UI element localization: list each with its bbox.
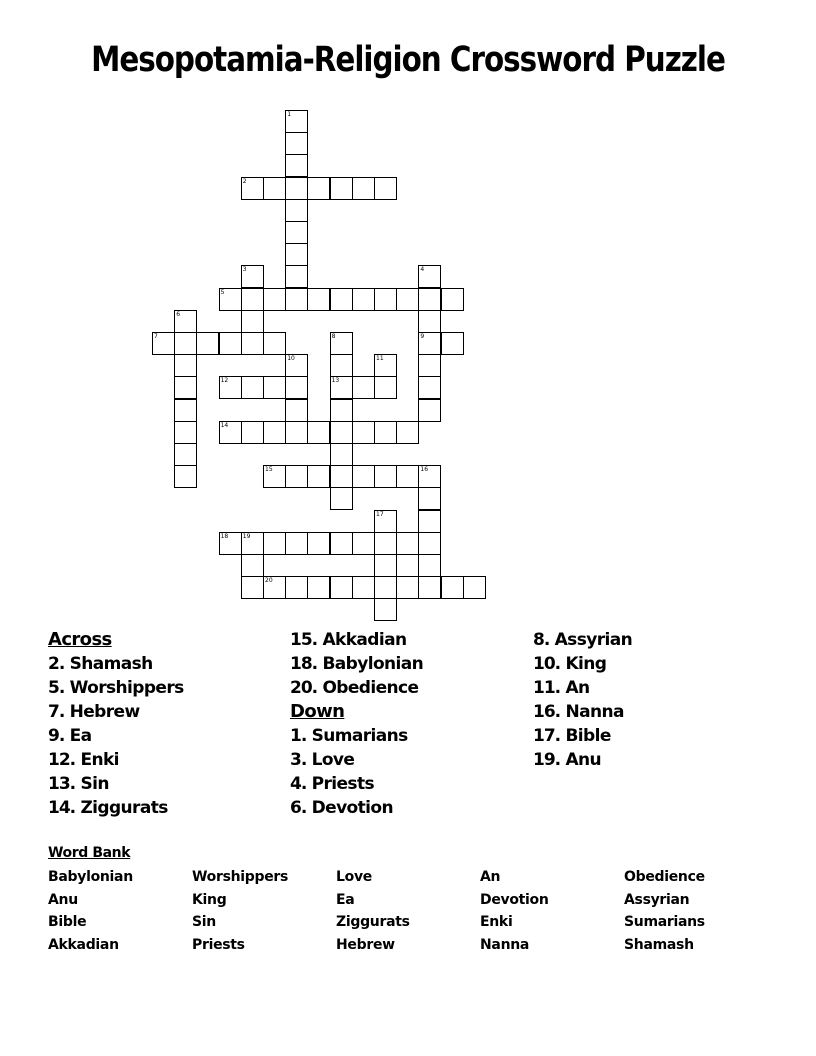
across-heading: Across [48,629,112,650]
word-bank-item: King [192,891,227,908]
word-bank-column-3 [336,866,410,956]
crossword-cell[interactable] [219,376,242,399]
crossword-cell[interactable] [330,576,353,599]
crossword-cell[interactable] [285,532,308,555]
word-bank-item: Bible [48,914,87,931]
crossword-cell[interactable] [330,399,353,422]
clue-number: 8 [331,333,336,340]
crossword-cell[interactable] [374,288,397,311]
crossword-cell[interactable] [263,421,286,444]
clue-number: 14 [220,421,229,429]
crossword-cell[interactable] [196,332,219,355]
clues-column-2 [290,628,423,820]
crossword-cell[interactable] [374,421,397,444]
crossword-cell[interactable] [352,288,375,311]
crossword-cell[interactable] [241,421,264,444]
word-bank-item: Ea [336,891,355,908]
clue-across-2: 2. Shamash [48,654,153,674]
crossword-cell[interactable] [418,310,441,333]
crossword-cell[interactable] [285,199,308,222]
word-bank-column-5 [624,866,705,956]
crossword-cell[interactable] [174,310,197,333]
crossword-cell[interactable] [241,177,264,200]
crossword-cell[interactable] [263,576,286,599]
crossword-cell[interactable] [241,288,264,311]
crossword-cell[interactable] [285,354,308,377]
crossword-cell[interactable] [285,243,308,266]
crossword-cell[interactable] [263,288,286,311]
crossword-cell[interactable] [352,532,375,555]
down-heading: Down [290,701,345,722]
crossword-cell[interactable] [330,465,353,488]
crossword-cell[interactable] [441,576,464,599]
crossword-cell[interactable] [241,554,264,577]
crossword-cell[interactable] [241,265,264,288]
clue-number: 9 [420,333,425,340]
crossword-cell[interactable] [374,554,397,577]
crossword-cell[interactable] [352,376,375,399]
word-bank-item: Nanna [480,936,530,953]
clues-column-3 [533,628,632,772]
clue-number: 17 [376,510,384,518]
crossword-cell[interactable] [219,532,242,555]
crossword-cell[interactable] [418,265,441,288]
clue-across-20: 20. Obedience [290,678,419,698]
word-bank-column-4 [480,866,549,956]
clue-across-15: 15. Akkadian [290,630,407,650]
clue-across-13: 13. Sin [48,774,109,794]
crossword-cell[interactable] [418,376,441,399]
clue-number: 20 [265,577,273,585]
crossword-cell[interactable] [219,288,242,311]
crossword-cell[interactable] [174,443,197,466]
clue-down-4: 4. Priests [290,774,374,794]
crossword-cell[interactable] [396,532,419,555]
crossword-cell[interactable] [418,532,441,555]
word-bank-item: Worshippers [192,869,289,885]
crossword-cell[interactable] [285,154,308,177]
clue-across-5: 5. Worshippers [48,678,184,698]
crossword-cell[interactable] [396,288,419,311]
crossword-cell[interactable] [152,332,175,355]
clue-across-9: 9. Ea [48,726,92,746]
crossword-cell[interactable] [285,110,308,133]
word-bank-item: Assyrian [624,891,690,908]
clue-number: 5 [220,288,225,296]
word-bank-column-1 [48,866,133,956]
word-bank-item: Akkadian [48,936,119,953]
crossword-cell[interactable] [396,576,419,599]
crossword-cell[interactable] [285,221,308,244]
clue-down-11: 11. An [533,678,590,698]
crossword-cell[interactable] [330,487,353,510]
word-bank-item: Sumarians [624,914,705,931]
crossword-cell[interactable] [330,421,353,444]
clue-down-16: 16. Nanna [533,702,624,722]
crossword-cell[interactable] [418,554,441,577]
clue-across-18: 18. Babylonian [290,654,424,674]
word-bank-item: Babylonian [48,869,133,885]
crossword-cell[interactable] [374,510,397,533]
word-bank-item: Anu [48,891,78,908]
crossword-cell[interactable] [174,465,197,488]
crossword-cell[interactable] [241,332,264,355]
crossword-cell[interactable] [285,265,308,288]
crossword-cell[interactable] [463,576,486,599]
clue-down-10: 10. King [533,654,607,674]
clue-down-1: 1. Sumarians [290,726,408,746]
crossword-cell[interactable] [219,421,242,444]
crossword-cell[interactable] [441,288,464,311]
crossword-cell[interactable] [374,177,397,200]
crossword-cell[interactable] [418,576,441,599]
clues-column-1 [48,628,184,820]
crossword-cell[interactable] [418,465,441,488]
clue-number: 1 [287,111,292,118]
word-bank-item: Enki [480,914,513,931]
crossword-cell[interactable] [174,421,197,444]
crossword-cell[interactable] [241,310,264,333]
crossword-cell[interactable] [307,421,330,444]
crossword-cell[interactable] [418,332,441,355]
crossword-cell[interactable] [285,177,308,200]
crossword-cell[interactable] [307,288,330,311]
crossword-cell[interactable] [285,376,308,399]
crossword-cell[interactable] [241,532,264,555]
crossword-cell[interactable] [285,399,308,422]
crossword-cell[interactable] [374,532,397,555]
crossword-cell[interactable] [418,487,441,510]
crossword-cell[interactable] [418,354,441,377]
page-title: Mesopotamia-Religion Crossword Puzzle [91,40,725,80]
crossword-cell[interactable] [307,177,330,200]
word-bank-item: Love [336,869,372,885]
crossword-cell[interactable] [263,532,286,555]
clue-number: 18 [220,532,229,540]
clue-number: 6 [176,310,181,318]
crossword-cell[interactable] [330,443,353,466]
word-bank-item: Ziggurats [336,914,410,931]
crossword-cell[interactable] [285,465,308,488]
clue-number: 13 [331,377,340,385]
word-bank-column-2 [192,866,288,956]
clue-number: 16 [420,466,429,474]
crossword-cell[interactable] [374,376,397,399]
crossword-cell[interactable] [352,421,375,444]
crossword-cell[interactable] [330,177,353,200]
crossword-cell[interactable] [352,177,375,200]
crossword-cell[interactable] [374,354,397,377]
clue-number: 19 [242,532,251,540]
crossword-cell[interactable] [330,532,353,555]
crossword-cell[interactable] [285,421,308,444]
crossword-cell[interactable] [441,332,464,355]
crossword-cell[interactable] [418,399,441,422]
word-bank-item: Hebrew [336,936,395,953]
crossword-cell[interactable] [263,376,286,399]
word-bank-item: Obedience [624,869,705,885]
crossword-cell[interactable] [174,332,197,355]
clue-across-7: 7. Hebrew [48,702,140,722]
crossword-cell[interactable] [174,399,197,422]
clue-down-6: 6. Devotion [290,798,393,818]
clue-down-19: 19. Anu [533,750,602,770]
clue-down-3: 3. Love [290,750,355,770]
word-bank-item: An [480,869,501,885]
crossword-cell[interactable] [219,332,242,355]
crossword-cell[interactable] [263,332,286,355]
crossword-cell[interactable] [396,465,419,488]
clue-down-17: 17. Bible [533,726,611,746]
crossword-cell[interactable] [307,576,330,599]
crossword-cell[interactable] [307,465,330,488]
word-bank-item: Devotion [480,891,549,908]
crossword-cell[interactable] [374,598,397,621]
word-bank-title: Word Bank [48,845,131,861]
crossword-cell[interactable] [374,465,397,488]
crossword-cell[interactable] [263,465,286,488]
crossword-cell[interactable] [241,376,264,399]
crossword-cell[interactable] [330,376,353,399]
crossword-cell[interactable] [285,132,308,155]
clue-down-8: 8. Assyrian [533,630,633,650]
crossword-cell[interactable] [263,177,286,200]
crossword-cell[interactable] [285,288,308,311]
crossword-cell[interactable] [174,354,197,377]
word-bank-item: Sin [192,914,216,931]
crossword-cell[interactable] [241,576,264,599]
crossword-cell[interactable] [330,332,353,355]
clue-number: 4 [420,266,425,274]
crossword-cell[interactable] [330,354,353,377]
crossword-cell[interactable] [418,288,441,311]
crossword-cell[interactable] [307,532,330,555]
word-bank-item: Priests [192,936,245,953]
clue-number: 3 [242,266,247,274]
clue-number: 15 [265,466,273,474]
crossword-cell[interactable] [374,576,397,599]
clue-number: 12 [220,377,229,385]
clue-number: 11 [376,355,384,363]
crossword-cell[interactable] [352,465,375,488]
clue-across-12: 12. Enki [48,750,119,770]
crossword-cell[interactable] [285,576,308,599]
clue-number: 7 [154,333,158,340]
word-bank-item: Shamash [624,936,694,953]
crossword-cell[interactable] [174,376,197,399]
clue-number: 10 [287,355,295,363]
clue-number: 2 [242,177,247,185]
clue-across-14: 14. Ziggurats [48,798,168,818]
crossword-cell[interactable] [330,288,353,311]
crossword-cell[interactable] [418,510,441,533]
crossword-cell[interactable] [396,421,419,444]
crossword-cell[interactable] [352,576,375,599]
